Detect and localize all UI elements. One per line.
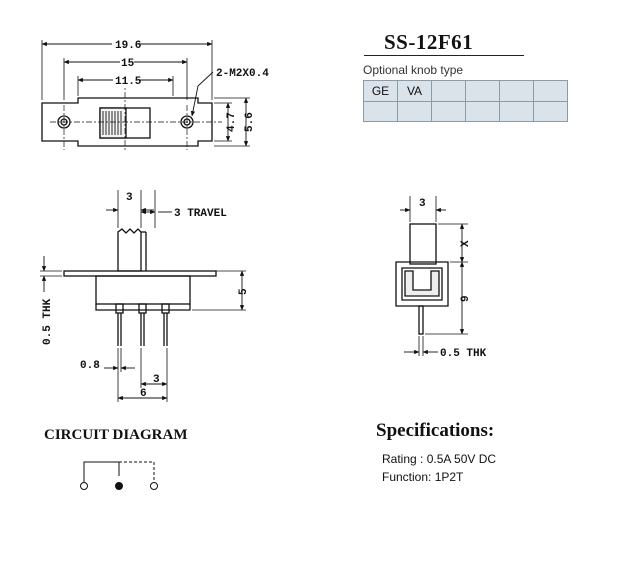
dim-inner-height: 4.7 <box>226 112 238 132</box>
spec-function: Function: 1P2T <box>382 470 464 484</box>
dim-pin-width: 0.8 <box>80 360 100 372</box>
knob-type-cell <box>466 81 500 102</box>
dim-knob-width: 3 <box>126 192 133 204</box>
knob-image-cell <box>398 102 432 122</box>
dim-pin-span: 6 <box>140 388 147 400</box>
knob-image-cell <box>466 102 500 122</box>
dim-side-x: X <box>460 240 472 247</box>
knob-type-table <box>363 80 568 122</box>
terminal-open-left <box>81 483 88 490</box>
knob-type-cell <box>534 81 568 102</box>
dim-hole-thread: 2-M2X0.4 <box>216 68 269 80</box>
dim-travel: 3 TRAVEL <box>174 208 227 220</box>
top-view-drawing <box>42 40 250 152</box>
knob-image-cell <box>534 102 568 122</box>
knob-type-cell: VA <box>398 81 432 102</box>
part-number-underline <box>364 55 524 56</box>
knob-type-cell <box>500 81 534 102</box>
dim-body-height: 5 <box>238 288 250 295</box>
knob-type-cell: GE <box>364 81 398 102</box>
specifications-title: Specifications: <box>376 420 495 441</box>
part-number: SS-12F61 <box>384 30 474 54</box>
dim-side-thickness: 0.5 THK <box>440 348 487 360</box>
dim-plate-thickness: 0.5 THK <box>42 298 54 345</box>
dim-side-knob: 3 <box>419 198 426 210</box>
side-view-drawing <box>396 196 468 356</box>
circuit-diagram <box>81 462 158 490</box>
knob-image-cell <box>500 102 534 122</box>
dim-overall-width: 19.6 <box>115 40 142 52</box>
knob-image-row <box>364 102 568 122</box>
spec-rating: Rating : 0.5A 50V DC <box>382 452 497 466</box>
dim-pin-pitch: 3 <box>153 374 160 386</box>
knob-image-cell <box>364 102 398 122</box>
circuit-diagram-title: CIRCUIT DIAGRAM <box>44 427 188 443</box>
dim-mount-spacing: 15 <box>121 58 135 70</box>
front-view-drawing <box>40 190 246 402</box>
terminal-open-right <box>151 483 158 490</box>
front-view-dimensions <box>42 192 250 400</box>
dim-slot-length: 11.5 <box>115 76 142 88</box>
dim-side-height: 9 <box>460 295 472 302</box>
knob-type-cell <box>432 81 466 102</box>
knob-type-row <box>364 81 568 102</box>
terminal-common <box>116 483 123 490</box>
side-view-dimensions <box>419 198 487 360</box>
knob-type-caption: Optional knob type <box>363 63 464 77</box>
dim-outer-height: 5.6 <box>244 112 256 132</box>
knob-image-cell <box>432 102 466 122</box>
